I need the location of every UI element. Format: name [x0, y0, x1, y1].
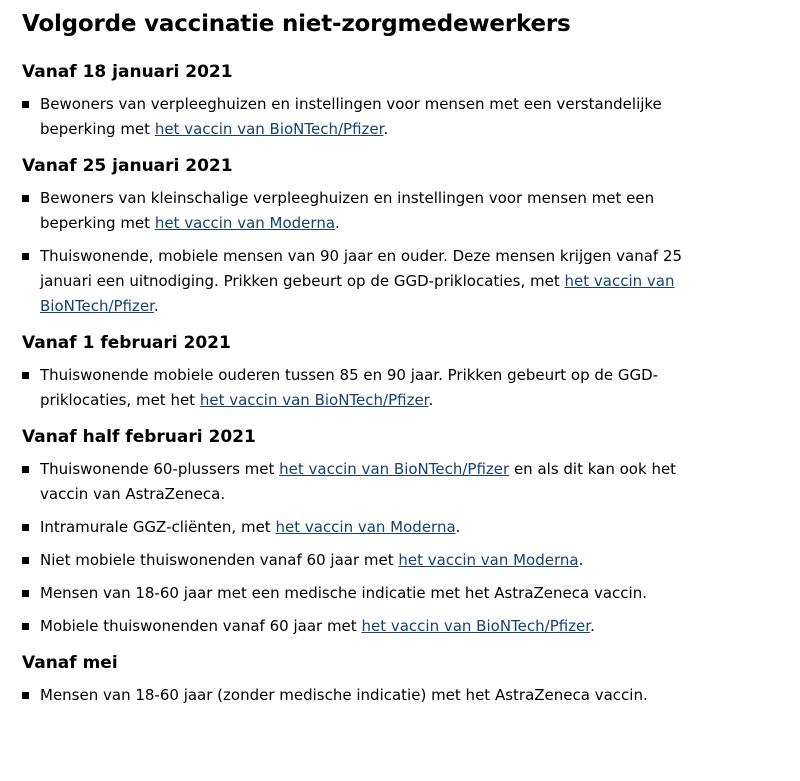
square-bullet-icon	[22, 524, 29, 531]
square-bullet-icon	[22, 557, 29, 564]
item-text-suffix: .	[153, 297, 159, 315]
list-item	[22, 363, 692, 413]
vaccine-link[interactable]: het vaccin van Moderna	[275, 518, 456, 536]
sections-container	[22, 60, 800, 708]
list-item	[22, 548, 692, 573]
square-bullet-icon	[22, 623, 29, 630]
list-item	[22, 244, 692, 319]
item-text: Bewoners van verpleeghuizen en instellingen voor mensen met een verstandelijke beperking met	[40, 95, 662, 138]
item-text: Mensen van 18-60 jaar met een medische indicatie met het AstraZeneca vaccin.	[40, 584, 647, 602]
square-bullet-icon	[22, 466, 29, 473]
item-text: Mensen van 18-60 jaar (zonder medische indicatie) met het AstraZeneca vaccin.	[40, 686, 648, 704]
square-bullet-icon	[22, 195, 29, 202]
item-text: Thuiswonende 60-plussers met	[40, 460, 280, 478]
vaccine-link[interactable]: het vaccin van BioNTech/Pfizer	[361, 617, 591, 635]
square-bullet-icon	[22, 692, 29, 699]
vaccine-link[interactable]: het vaccin van BioNTech/Pfizer	[154, 120, 384, 138]
list-item	[22, 581, 692, 606]
item-text-suffix: .	[590, 617, 595, 635]
list-item	[22, 515, 692, 540]
vaccine-link[interactable]: het vaccin van BioNTech/Pfizer	[279, 460, 510, 478]
list-item	[22, 92, 692, 142]
item-text-suffix: .	[455, 518, 461, 536]
item-text: Mobiele thuiswonenden vanaf 60 jaar met	[40, 617, 362, 635]
list-item	[22, 683, 692, 708]
item-text: Thuiswonende, mobiele mensen van 90 jaar en ouder. Deze mensen krijgen vanaf 25 januari een uitnodiging. Prikken gebeurt op de GGD-priklocaties, met	[40, 247, 683, 290]
section-list	[22, 457, 800, 639]
section-heading: Vanaf 1 februari 2021	[22, 333, 231, 353]
square-bullet-icon	[22, 590, 29, 597]
item-text: Intramurale GGZ-cliënten, met	[40, 518, 276, 536]
square-bullet-icon	[22, 101, 29, 108]
item-text-suffix: en als dit kan ook het vaccin van AstraZeneca.	[40, 460, 677, 503]
item-text-suffix: .	[335, 214, 340, 232]
list-item	[22, 614, 692, 639]
list-item	[22, 457, 692, 507]
item-text: Bewoners van kleinschalige verpleeghuizen en instellingen voor mensen met een beperking met	[40, 189, 655, 232]
list-item	[22, 186, 692, 236]
section-heading: Vanaf 25 januari 2021	[22, 156, 233, 176]
section-heading: Vanaf 18 januari 2021	[22, 62, 233, 82]
section-heading: Vanaf half februari 2021	[22, 427, 256, 447]
item-text: Niet mobiele thuiswonenden vanaf 60 jaar met	[40, 551, 399, 569]
vaccine-link[interactable]: het vaccin van Moderna	[398, 551, 579, 569]
section-list	[22, 186, 800, 319]
item-text-suffix: .	[578, 551, 584, 569]
square-bullet-icon	[22, 253, 29, 260]
item-text-suffix: .	[383, 120, 389, 138]
section-list	[22, 683, 800, 708]
section-list	[22, 92, 800, 142]
square-bullet-icon	[22, 372, 29, 379]
page-title: Volgorde vaccinatie niet-zorgmedewerkers	[22, 11, 571, 37]
item-text: Thuiswonende mobiele ouderen tussen 85 en 90 jaar. Prikken gebeurt op de GGD-priklocaties, met het	[40, 366, 659, 409]
vaccine-link[interactable]: het vaccin van BioNTech/Pfizer	[40, 272, 675, 315]
vaccine-link[interactable]: het vaccin van Moderna	[154, 214, 336, 232]
vaccine-link[interactable]: het vaccin van BioNTech/Pfizer	[199, 391, 429, 409]
section-list	[22, 363, 800, 413]
item-text-suffix: .	[428, 391, 434, 409]
section-heading: Vanaf mei	[22, 653, 118, 673]
